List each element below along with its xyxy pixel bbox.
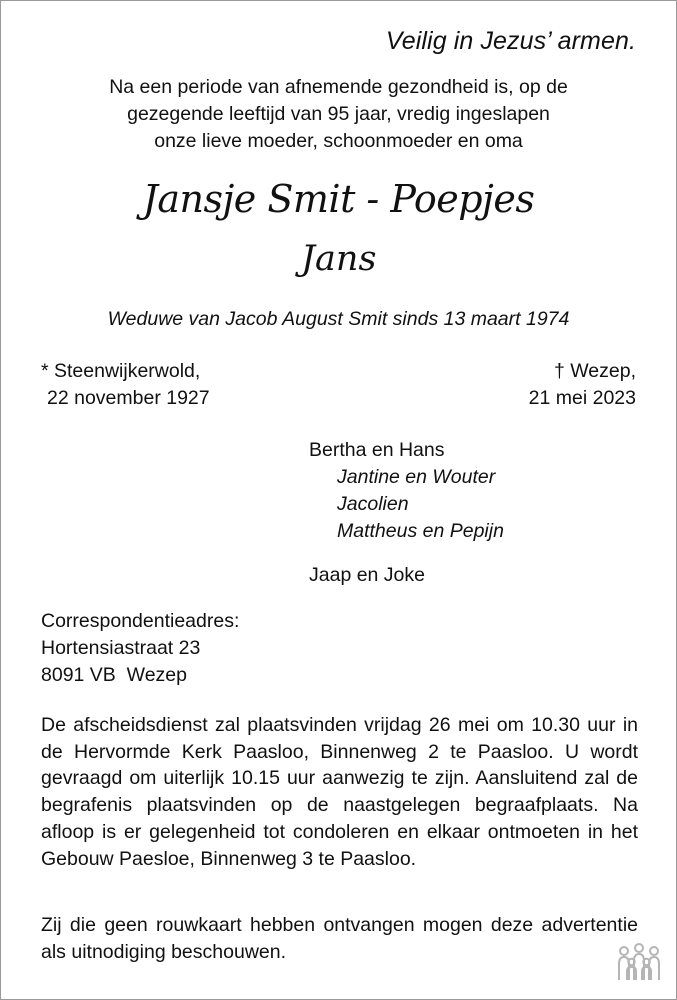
birth-date: 22 november 1927 — [47, 387, 210, 409]
address-street: Hortensiastraat 23 — [41, 637, 201, 659]
death-date: 21 mei 2023 — [528, 387, 636, 409]
family-group: Jaap en Joke — [309, 564, 426, 586]
invitation-paragraph: Zij die geen rouwkaart hebben ontvangen mogen deze advertentie als uitnodiging beschouwen. — [41, 914, 638, 963]
grandchild: Jantine en Wouter — [337, 466, 496, 488]
intro-line: onze lieve moeder, schoonmoeder en oma — [154, 130, 523, 152]
address-city: 8091 VB Wezep — [41, 664, 187, 686]
family-group: Bertha en Hans — [309, 439, 445, 461]
birth-info — [41, 358, 210, 412]
family-list — [309, 437, 504, 589]
death-info — [529, 358, 636, 412]
birth-place: * Steenwijkerwold, — [41, 360, 201, 382]
intro-line: Na een periode van afnemende gezondheid is, op de — [109, 76, 568, 98]
motto: Veilig in Jezus’ armen. — [385, 27, 636, 55]
widow-line: Weduwe van Jacob August Smit sinds 13 maart 1974 — [107, 308, 570, 330]
service-paragraph: De afscheidsdienst zal plaatsvinden vrijdag 26 mei om 10.30 uur in de Hervormde Kerk Paasloo, Binnenweg 2 te Paasloo. U wordt gevraagd om uiterlijk 10.15 uur aanwezig te zijn. Aansluitend zal de begrafenis plaatsvinden op de naastgelegen begraafplaats. Na afloop is er gelegenheid tot condoleren en elkaar ontmoeten in het Gebouw Paesloe, Binnenweg 3 te Paasloo. — [41, 714, 638, 870]
correspondence-address — [41, 608, 239, 689]
death-place: † Wezep, — [553, 360, 636, 382]
family-people-icon — [616, 942, 662, 987]
intro-line: gezegende leeftijd van 95 jaar, vredig ingeslapen — [127, 103, 550, 125]
address-label: Correspondentieadres: — [41, 610, 240, 632]
grandchild: Mattheus en Pepijn — [337, 520, 504, 542]
grandchild: Jacolien — [337, 493, 409, 515]
deceased-name: Jansje Smit - Poepjes — [142, 177, 535, 221]
deceased-nickname: Jans — [301, 239, 377, 279]
intro-text — [1, 74, 676, 155]
